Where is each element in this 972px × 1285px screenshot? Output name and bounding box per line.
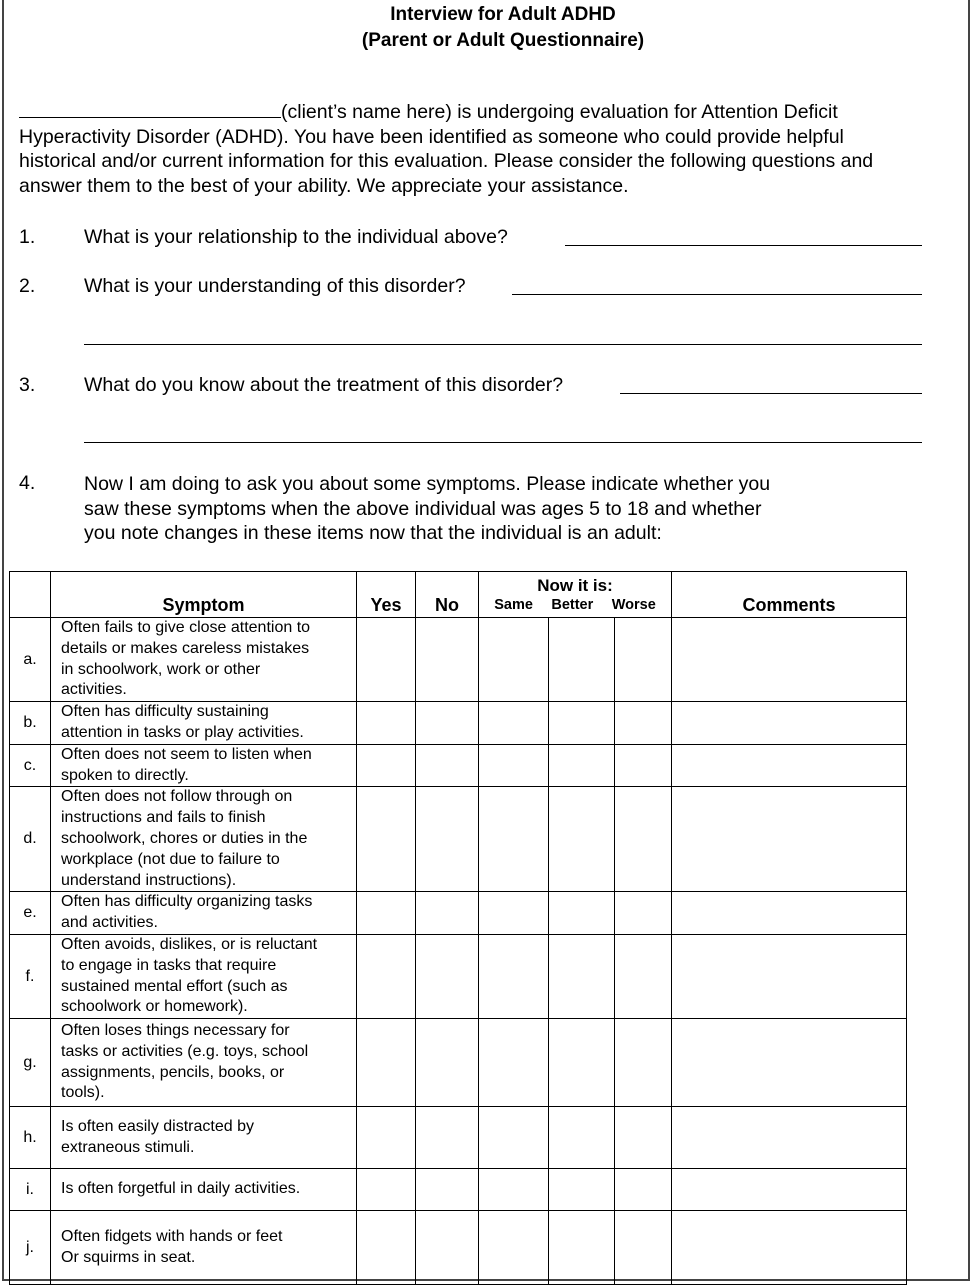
row-letter: c.	[10, 744, 51, 787]
symptom-line: instructions and fails to finish	[61, 809, 266, 827]
row-letter: j.	[10, 1211, 51, 1285]
same-cell[interactable]	[479, 892, 549, 935]
symptom-line: Often has difficulty organizing tasks	[61, 893, 313, 911]
worse-cell[interactable]	[615, 1169, 672, 1211]
header-yes: Yes	[357, 572, 416, 618]
header-same: Same	[494, 597, 533, 613]
row-symptom	[51, 892, 357, 935]
yes-cell[interactable]	[357, 1211, 416, 1285]
symptom-line: Often does not seem to listen when	[61, 745, 312, 763]
worse-cell[interactable]	[615, 1019, 672, 1107]
comments-cell[interactable]	[672, 934, 907, 1018]
question-4: Now I am doing to ask you about some symptoms. Please indicate whether you saw these symptoms when the above individual was ages 5 to 18 and whether you note changes in these items now that the individual is an adult:	[84, 473, 771, 545]
table-row	[10, 787, 907, 892]
no-cell[interactable]	[416, 1211, 479, 1285]
row-letter: a.	[10, 618, 51, 702]
intro-paragraph: (client’s name here) is undergoing evaluation for Attention Deficit Hyperactivity Disorder (ADHD). You have been identified as someone who could provide helpful historical and/or current information for this evaluation. Please consider the following questions and answer them to the best of your ability. We appreciate your assistance.	[19, 101, 874, 197]
row-symptom	[51, 1169, 357, 1211]
table-row	[10, 1019, 907, 1107]
answer-line-2a[interactable]	[512, 294, 922, 295]
symptom-line: workplace (not due to failure to	[61, 850, 280, 868]
header-no: No	[416, 572, 479, 618]
worse-cell[interactable]	[615, 1211, 672, 1285]
answer-line-1[interactable]	[565, 245, 922, 246]
symptom-line: attention in tasks or play activities.	[61, 723, 304, 741]
worse-cell[interactable]	[615, 892, 672, 935]
yes-cell[interactable]	[357, 934, 416, 1018]
worse-cell[interactable]	[615, 618, 672, 702]
row-symptom	[51, 1019, 357, 1107]
row-letter: f.	[10, 934, 51, 1018]
symptom-line: Is often forgetful in daily activities.	[61, 1180, 301, 1198]
comments-cell[interactable]	[672, 1107, 907, 1169]
symptom-line: Often loses things necessary for	[61, 1022, 290, 1040]
better-cell[interactable]	[549, 787, 615, 892]
same-cell[interactable]	[479, 1019, 549, 1107]
no-cell[interactable]	[416, 1169, 479, 1211]
symptom-line: in schoolwork, work or other	[61, 660, 261, 678]
yes-cell[interactable]	[357, 892, 416, 935]
page-subtitle: (Parent or Adult Questionnaire)	[361, 30, 645, 51]
symptom-line: Often fidgets with hands or feet	[61, 1227, 283, 1245]
symptom-line: Is often easily distracted by	[61, 1117, 254, 1135]
better-cell[interactable]	[549, 702, 615, 745]
symptom-line: spoken to directly.	[61, 766, 189, 784]
yes-cell[interactable]	[357, 744, 416, 787]
row-symptom	[51, 1211, 357, 1285]
symptom-line: Often fails to give close attention to	[61, 619, 311, 636]
comments-cell[interactable]	[672, 744, 907, 787]
symptom-line: Or squirms in seat.	[61, 1248, 196, 1266]
same-cell[interactable]	[479, 744, 549, 787]
symptom-line: schoolwork or homework).	[61, 998, 248, 1016]
better-cell[interactable]	[549, 618, 615, 702]
no-cell[interactable]	[416, 618, 479, 702]
no-cell[interactable]	[416, 744, 479, 787]
better-cell[interactable]	[549, 934, 615, 1018]
symptom-table	[9, 571, 907, 1285]
same-cell[interactable]	[479, 618, 549, 702]
row-letter: h.	[10, 1107, 51, 1169]
row-symptom	[51, 618, 357, 702]
table-row	[10, 618, 907, 702]
no-cell[interactable]	[416, 934, 479, 1018]
worse-cell[interactable]	[615, 1107, 672, 1169]
header-symptom: Symptom	[51, 572, 357, 618]
row-letter: e.	[10, 892, 51, 935]
symptom-line: activities.	[61, 681, 127, 699]
better-cell[interactable]	[549, 744, 615, 787]
no-cell[interactable]	[416, 1019, 479, 1107]
header-now-it-is: Now it is: Same Better Worse	[479, 572, 672, 618]
no-cell[interactable]	[416, 1107, 479, 1169]
symptom-line: assignments, pencils, books, or	[61, 1063, 285, 1081]
symptom-line: tools).	[61, 1084, 105, 1102]
yes-cell[interactable]	[357, 702, 416, 745]
header-better: Better	[551, 597, 594, 613]
same-cell[interactable]	[479, 1211, 549, 1285]
symptom-line: understand instructions).	[61, 871, 237, 889]
row-letter: d.	[10, 787, 51, 892]
row-symptom	[51, 702, 357, 745]
comments-cell[interactable]	[672, 618, 907, 702]
symptom-line: to engage in tasks that require	[61, 956, 277, 974]
yes-cell[interactable]	[357, 1107, 416, 1169]
symptom-line: Often avoids, dislikes, or is reluctant	[61, 935, 318, 953]
row-letter: i.	[10, 1169, 51, 1211]
symptom-line: tasks or activities (e.g. toys, school	[61, 1042, 309, 1060]
header-comments: Comments	[672, 572, 907, 618]
row-symptom	[51, 934, 357, 1018]
symptom-line: extraneous stimuli.	[61, 1138, 195, 1156]
better-cell[interactable]	[549, 1211, 615, 1285]
same-cell[interactable]	[479, 702, 549, 745]
comments-cell[interactable]	[672, 787, 907, 892]
table-row	[10, 1169, 907, 1211]
better-cell[interactable]	[549, 1019, 615, 1107]
worse-cell[interactable]	[615, 744, 672, 787]
table-row	[10, 892, 907, 935]
question-4-number: 4.	[19, 472, 36, 494]
row-letter: g.	[10, 1019, 51, 1107]
better-cell[interactable]	[549, 1107, 615, 1169]
yes-cell[interactable]	[357, 618, 416, 702]
better-cell[interactable]	[549, 1169, 615, 1211]
yes-cell[interactable]	[357, 787, 416, 892]
row-symptom	[51, 744, 357, 787]
no-cell[interactable]	[416, 892, 479, 935]
worse-cell[interactable]	[615, 787, 672, 892]
symptom-line: details or makes careless mistakes	[61, 639, 310, 657]
table-row	[10, 702, 907, 745]
comments-cell[interactable]	[672, 702, 907, 745]
table-row	[10, 1211, 907, 1285]
comments-cell[interactable]	[672, 892, 907, 935]
worse-cell[interactable]	[615, 934, 672, 1018]
yes-cell[interactable]	[357, 1169, 416, 1211]
no-cell[interactable]	[416, 702, 479, 745]
same-cell[interactable]	[479, 934, 549, 1018]
comments-cell[interactable]	[672, 1169, 907, 1211]
answer-line-3b[interactable]	[84, 442, 922, 443]
same-cell[interactable]	[479, 1107, 549, 1169]
symptom-line: sustained mental effort (such as	[61, 977, 288, 995]
row-symptom	[51, 1107, 357, 1169]
row-letter: b.	[10, 702, 51, 745]
table-row	[10, 934, 907, 1018]
table-row	[10, 744, 907, 787]
symptom-line: schoolwork, chores or duties in the	[61, 829, 308, 847]
comments-cell[interactable]	[672, 1211, 907, 1285]
symptom-line: Often does not follow through on	[61, 788, 293, 806]
row-symptom	[51, 787, 357, 892]
page-title: Interview for Adult ADHD	[390, 4, 616, 25]
answer-line-2b[interactable]	[84, 344, 922, 345]
symptom-line: Often has difficulty sustaining	[61, 703, 269, 721]
better-cell[interactable]	[549, 892, 615, 935]
header-letter	[10, 572, 51, 618]
no-cell[interactable]	[416, 787, 479, 892]
worse-cell[interactable]	[615, 702, 672, 745]
same-cell[interactable]	[479, 787, 549, 892]
header-worse: Worse	[611, 597, 656, 613]
comments-cell[interactable]	[672, 1019, 907, 1107]
yes-cell[interactable]	[357, 1019, 416, 1107]
same-cell[interactable]	[479, 1169, 549, 1211]
answer-line-3a[interactable]	[620, 393, 922, 394]
client-name-field[interactable]	[19, 100, 281, 118]
symptom-line: and activities.	[61, 914, 158, 932]
table-row	[10, 1107, 907, 1169]
